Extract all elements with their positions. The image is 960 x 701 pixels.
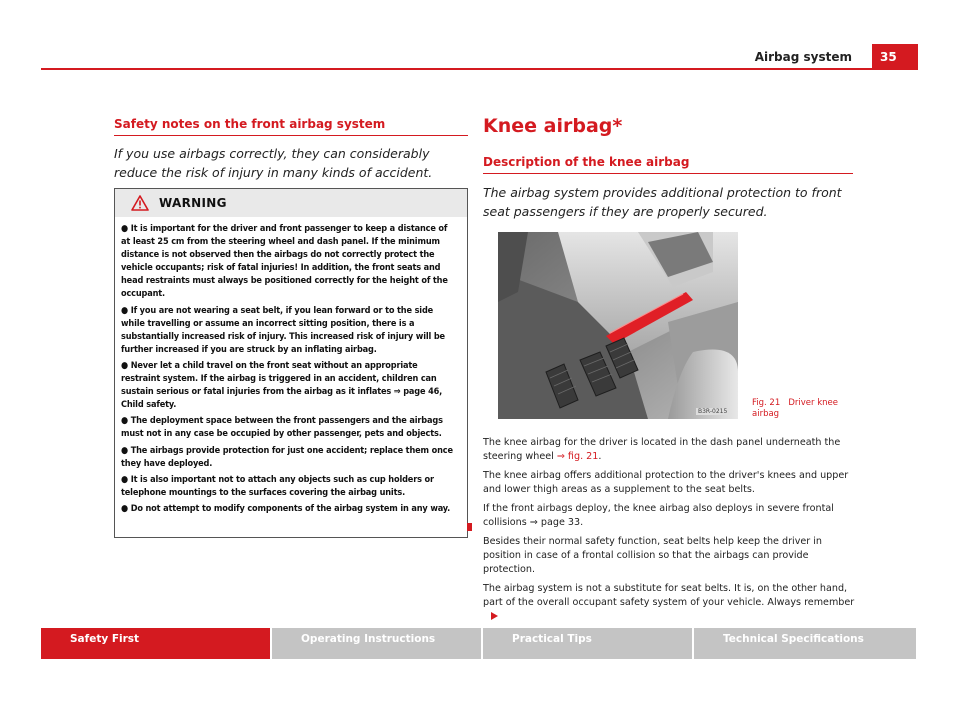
warning-item: ● It is important for the driver and front passenger to keep a distance of at least 25 cm from the steering wheel and dash panel. If the minimum distance is not observed then the airbags do not correctly protect the vehicle occupants; risk of fatal injuries! In addition, the front seats and head restraints must always be positioned correctly for the height of the occupant. <box>121 224 448 300</box>
paragraph: The knee airbag offers additional protection to the driver's knees and upper and lower thigh areas as a supplement to the seat belts. <box>483 470 849 495</box>
figure-link[interactable]: ⇒ fig. 21 <box>556 451 599 462</box>
paragraph: If the front airbags deploy, the knee airbag also deploys in severe frontal collisions ⇒ page 33. <box>483 503 834 528</box>
right-column <box>483 115 853 221</box>
warning-item: ● Do not attempt to modify components of the airbag system in any way. <box>121 503 451 514</box>
footer-tabs <box>41 628 918 659</box>
section-intro: If you use airbags correctly, they can considerably reduce the risk of injury in many kinds of accident. <box>114 146 433 180</box>
warning-item: ● Never let a child travel on the front seat without an appropriate restraint system. If the airbag is triggered in an accident, children can sustain serious or fatal injuries from the airbag as it inflates ⇒ page 46, Child safety. <box>121 360 443 411</box>
figure-code: B3R-0215 <box>698 408 728 415</box>
tab-practical-tips[interactable]: Practical Tips <box>483 628 692 659</box>
figure-caption <box>752 398 852 420</box>
paragraph: The knee airbag for the driver is located in the dash panel underneath the steering wheel ⇒ fig. 21. <box>483 437 841 462</box>
figure-caption-text: Driver knee airbag <box>752 398 838 419</box>
tab-technical-specifications[interactable]: Technical Specifications <box>694 628 916 659</box>
left-column <box>114 117 468 182</box>
paragraph: Besides their normal safety function, seat belts help keep the driver in position in case of a frontal collision so that the airbags can provide protection. <box>483 536 823 575</box>
body-text <box>483 436 855 629</box>
warning-item: ● The deployment space between the front passengers and the airbags must not in any case be occupied by other passenger, pets and objects. <box>121 416 443 440</box>
paragraph: The airbag system is not a substitute for seat belts. It is, on the other hand, part of the overall occupant safety system of your vehicle. Always remember <box>483 582 855 624</box>
header-rule <box>41 68 918 70</box>
tab-safety-first[interactable]: Safety First <box>41 628 270 659</box>
warning-item: ● The airbags provide protection for just one accident; replace them once they have deployed. <box>121 445 453 469</box>
section-subheading: Description of the knee airbag <box>483 155 853 174</box>
section-intro: The airbag system provides additional protection to front seat passengers if they are properly secured. <box>483 185 842 219</box>
warning-item: ● If you are not wearing a seat belt, if you lean forward or to the side while travelling or assume an incorrect sitting position, there is a substantially increased risk of injury. This increased risk of injury will be further increased if you are struck by an inflating airbag. <box>121 305 445 355</box>
continue-arrow-icon <box>491 612 498 620</box>
warning-triangle-icon <box>131 195 149 211</box>
warning-item: ● It is also important not to attach any objects such as cup holders or telephone mountings to the surfaces covering the airbag units. <box>121 474 434 498</box>
tab-operating-instructions[interactable]: Operating Instructions <box>272 628 481 659</box>
chapter-heading: Knee airbag* <box>483 115 623 137</box>
warning-title: WARNING <box>159 196 227 210</box>
warning-header <box>115 189 467 217</box>
warning-box <box>114 188 468 538</box>
warning-end-marker <box>467 523 472 531</box>
knee-airbag-figure <box>498 232 738 419</box>
page-number: 35 <box>872 44 918 68</box>
running-header-title: Airbag system <box>754 50 852 64</box>
figure-number: Fig. 21 <box>752 398 781 408</box>
warning-list <box>115 217 467 516</box>
section-heading: Safety notes on the front airbag system <box>114 117 468 136</box>
